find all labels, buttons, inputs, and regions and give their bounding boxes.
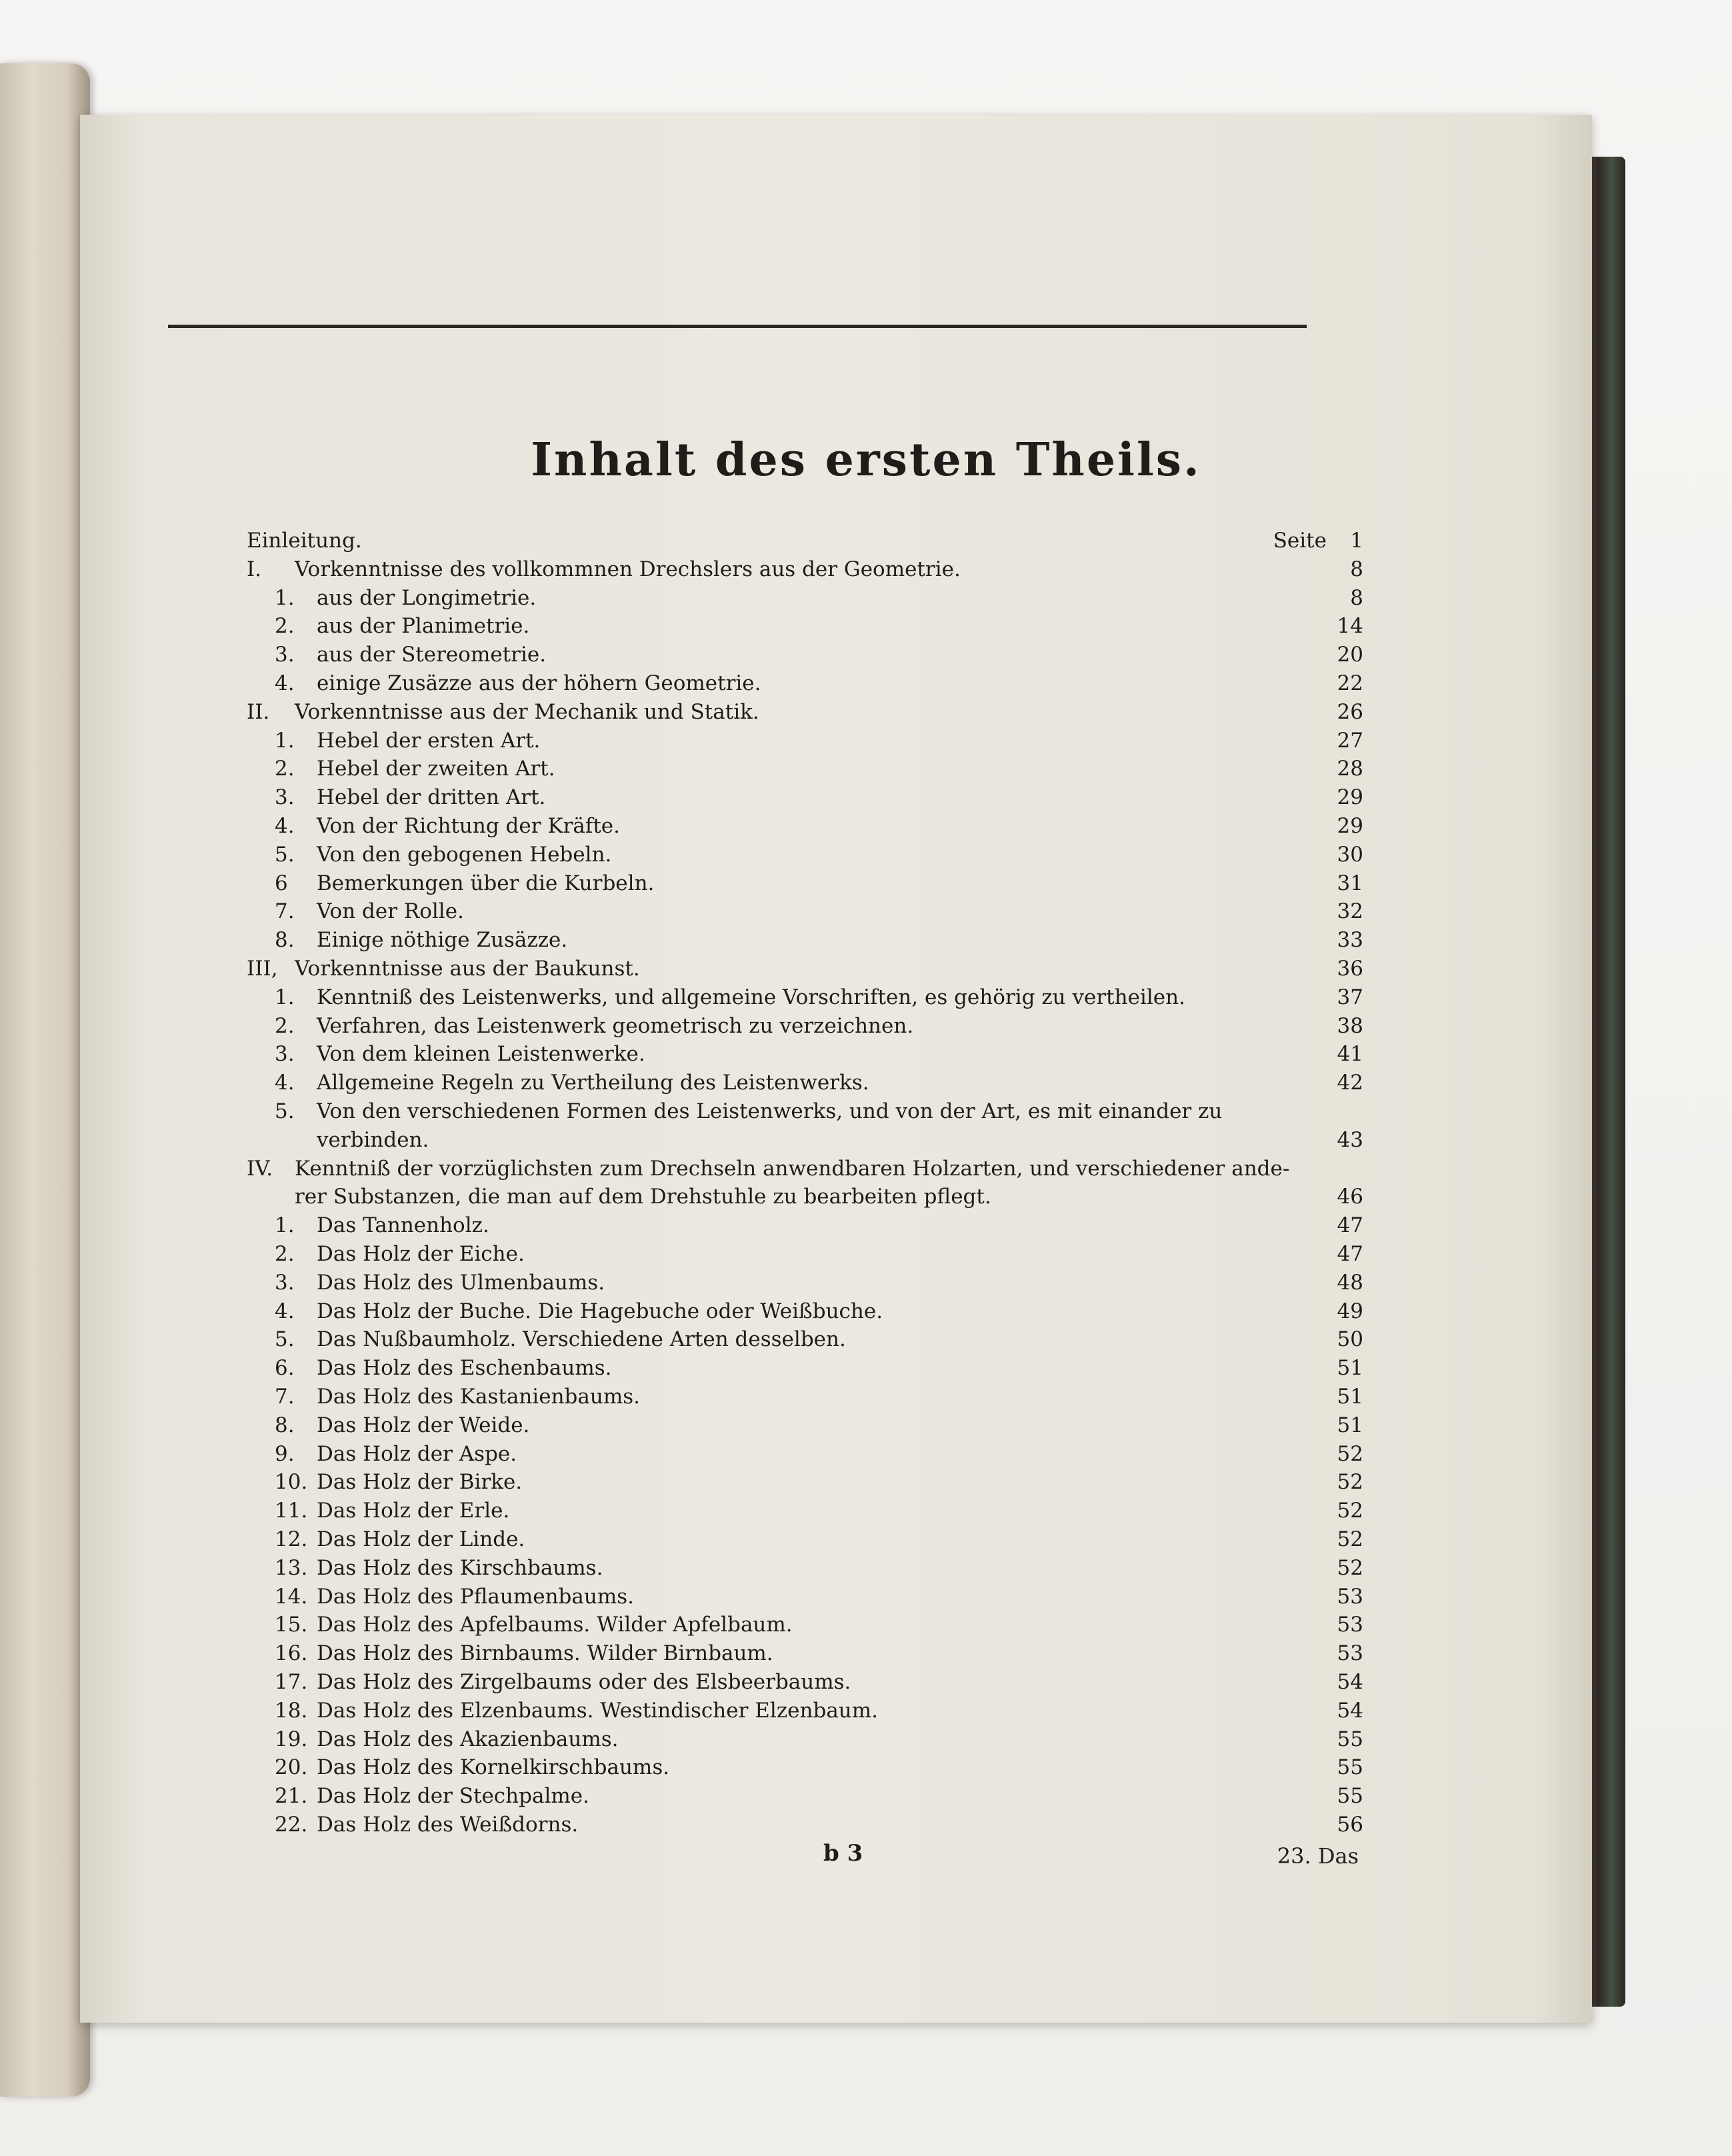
- toc-row-number: 3.: [275, 785, 295, 810]
- toc-row: [247, 897, 1363, 925]
- toc-row-text: Das Holz des Kastanienbaums.: [317, 1385, 640, 1409]
- toc-row: [247, 1440, 1363, 1468]
- toc-row-text: Das Holz der Eiche.: [317, 1242, 525, 1266]
- toc-row-number: 1.: [275, 985, 295, 1009]
- toc-row-page: 48: [1337, 1270, 1363, 1295]
- toc-row-number: 18.: [275, 1698, 308, 1723]
- toc-row-number: 5.: [275, 842, 295, 867]
- toc-row-text: Das Holz des Elzenbaums. Westindischer Elzenbaum.: [317, 1698, 879, 1723]
- toc-intro-page: 1: [1350, 529, 1363, 553]
- toc-row-number: 3.: [275, 1270, 295, 1295]
- toc-row-text: Das Holz des Kirschbaums.: [317, 1555, 603, 1580]
- toc-row-page: 33: [1337, 928, 1363, 953]
- toc-row-text: Das Holz des Birnbaums. Wilder Birnbaum.: [317, 1641, 773, 1666]
- toc-row-text: Vorkenntnisse aus der Mechanik und Statik.: [295, 699, 759, 724]
- toc-row: [247, 755, 1363, 783]
- toc-row-text: Von dem kleinen Leistenwerke.: [317, 1042, 645, 1067]
- toc-row-number: III,: [247, 957, 278, 981]
- toc-row-text: Vorkenntnisse aus der Baukunst.: [295, 957, 640, 981]
- toc-row-page: 51: [1337, 1356, 1363, 1381]
- toc-row-text: Hebel der zweiten Art.: [317, 757, 555, 781]
- toc-row: [247, 1668, 1363, 1696]
- toc-row-page: 46: [1337, 1185, 1363, 1209]
- toc-row-page: 56: [1337, 1813, 1363, 1837]
- toc-row: [247, 1354, 1363, 1382]
- toc-row-page: 42: [1337, 1071, 1363, 1095]
- toc-row-page: 36: [1337, 957, 1363, 981]
- toc-row-number: 1.: [275, 728, 295, 753]
- toc-row-text: Das Tannenholz.: [317, 1213, 489, 1238]
- toc-row-page: 49: [1337, 1299, 1363, 1323]
- toc-row-number: 8.: [275, 928, 295, 953]
- toc-row-page: 54: [1337, 1670, 1363, 1694]
- toc-row: [247, 841, 1363, 869]
- toc-row-number: 3.: [275, 643, 295, 667]
- toc-row: [247, 669, 1363, 697]
- toc-row-page: 8: [1350, 585, 1363, 610]
- toc-row-page: 55: [1337, 1755, 1363, 1780]
- toc-row-number: 5.: [275, 1099, 295, 1123]
- toc-row-number: 4.: [275, 814, 295, 838]
- toc-row: [247, 1554, 1363, 1582]
- toc-row-text: aus der Longimetrie.: [317, 585, 537, 610]
- toc-row-text: Verfahren, das Leistenwerk geometrisch zu verzeichnen.: [317, 1013, 914, 1038]
- toc-row-text: Das Holz des Apfelbaums. Wilder Apfelbaum.: [317, 1613, 793, 1637]
- toc-row-page: 53: [1337, 1641, 1363, 1666]
- toc-row-text: Kenntniß des Leistenwerks, und allgemeine Vorschriften, es gehörig zu vertheilen.: [317, 985, 1185, 1009]
- toc-row-page: 51: [1337, 1385, 1363, 1409]
- toc-row: [247, 1525, 1363, 1553]
- toc-row: [247, 1155, 1363, 1183]
- toc-row-number: 1.: [275, 1213, 295, 1238]
- toc-row-text: Das Holz des Weißdorns.: [317, 1813, 579, 1837]
- toc-row-page: 55: [1337, 1727, 1363, 1751]
- toc-row: [247, 1126, 1363, 1154]
- toc-row-page: 51: [1337, 1413, 1363, 1437]
- toc-row-number: 11.: [275, 1499, 308, 1523]
- toc-row-number: II.: [247, 699, 270, 724]
- toc-row: [247, 1697, 1363, 1725]
- toc-row-page: 52: [1337, 1470, 1363, 1495]
- toc-row-page: 41: [1337, 1042, 1363, 1067]
- toc-row-page: 20: [1337, 643, 1363, 667]
- toc-row-page: 47: [1337, 1242, 1363, 1266]
- toc-row-text: Das Holz der Buche. Die Hagebuche oder Weißbuche.: [317, 1299, 883, 1323]
- toc-row-text: Das Holz des Akazienbaums.: [317, 1727, 619, 1751]
- signature-mark: b 3: [823, 1840, 863, 1867]
- toc-row: [247, 1211, 1363, 1239]
- toc-row-number: IV.: [247, 1156, 273, 1181]
- toc-row-number: 7.: [275, 899, 295, 924]
- toc-row-page: 26: [1337, 699, 1363, 724]
- toc-row-page: 52: [1337, 1555, 1363, 1580]
- toc-row: [247, 869, 1363, 897]
- toc-row: [247, 1497, 1363, 1525]
- toc-row-page: 27: [1337, 728, 1363, 753]
- toc-row-number: 17.: [275, 1670, 308, 1694]
- toc-row: [247, 641, 1363, 669]
- toc-row-text: Das Holz der Birke.: [317, 1470, 523, 1495]
- toc-row-text: Von den verschiedenen Formen des Leistenwerks, und von der Art, es mit einander zu: [317, 1099, 1223, 1123]
- toc-row-text: aus der Planimetrie.: [317, 614, 530, 639]
- toc-row-text: Das Holz des Eschenbaums.: [317, 1356, 612, 1381]
- toc-row-text: Vorkenntnisse des vollkommnen Drechslers aus der Geometrie.: [295, 557, 961, 581]
- toc-row-page: 8: [1350, 557, 1363, 581]
- toc-row-text: Das Holz der Weide.: [317, 1413, 530, 1437]
- toc-row-number: 2.: [275, 757, 295, 781]
- toc-row: [247, 1583, 1363, 1611]
- toc-row: [247, 698, 1363, 726]
- toc-row-text: Das Holz der Erle.: [317, 1499, 510, 1523]
- toc-row-text: Kenntniß der vorzüglichsten zum Drechseln anwendbaren Holzarten, und verschiedener ande-: [295, 1156, 1290, 1181]
- toc-row-text: Allgemeine Regeln zu Vertheilung des Leistenwerks.: [317, 1071, 869, 1095]
- toc-row-number: 5.: [275, 1327, 295, 1352]
- toc-row: [247, 1725, 1363, 1753]
- toc-row-page: 30: [1337, 842, 1363, 867]
- toc-row-number: 4.: [275, 1299, 295, 1323]
- toc-row: [247, 1240, 1363, 1268]
- toc-row-number: 13.: [275, 1555, 308, 1580]
- toc-row-number: I.: [247, 557, 262, 581]
- toc-row-number: 1.: [275, 585, 295, 610]
- page-title: Inhalt des ersten Theils.: [531, 433, 1201, 487]
- toc-row-number: 15.: [275, 1613, 308, 1637]
- toc-row-page: 47: [1337, 1213, 1363, 1238]
- toc-row: [247, 1297, 1363, 1325]
- catchword: 23. Das: [1277, 1843, 1359, 1869]
- toc-row-number: 2.: [275, 1013, 295, 1038]
- toc-row: [247, 1383, 1363, 1411]
- toc-row: [247, 812, 1363, 840]
- toc-row-text: Das Holz des Pflaumenbaums.: [317, 1584, 634, 1609]
- toc-row-number: 21.: [275, 1784, 308, 1809]
- toc-row: [247, 555, 1363, 583]
- toc-row: [247, 584, 1363, 612]
- left-page-edge: [0, 63, 90, 2097]
- toc-row-text: Das Holz des Ulmenbaums.: [317, 1270, 605, 1295]
- toc-row-text: Hebel der dritten Art.: [317, 785, 546, 810]
- toc-row-text: rer Substanzen, die man auf dem Drehstuhle zu bearbeiten pflegt.: [295, 1185, 991, 1209]
- toc-row-number: 2.: [275, 614, 295, 639]
- toc-row-text: Das Holz der Stechpalme.: [317, 1784, 589, 1809]
- toc-row: [247, 955, 1363, 983]
- toc-row-page: 50: [1337, 1327, 1363, 1352]
- toc-row-page: 43: [1337, 1127, 1363, 1152]
- toc-row-number: 19.: [275, 1727, 308, 1751]
- toc-row-number: 4.: [275, 671, 295, 695]
- toc-row-number: 6.: [275, 1356, 295, 1381]
- toc-row-text: Das Holz des Zirgelbaums oder des Elsbeerbaums.: [317, 1670, 851, 1694]
- toc-row-number: 16.: [275, 1641, 308, 1666]
- toc-row: [247, 1269, 1363, 1297]
- toc-row-number: 7.: [275, 1385, 295, 1409]
- toc-row: [247, 1069, 1363, 1097]
- toc-row: [247, 1183, 1363, 1211]
- toc-row-number: 20.: [275, 1755, 308, 1780]
- toc-row-page: 28: [1337, 757, 1363, 781]
- toc-row-number: 6: [275, 871, 288, 895]
- toc-row-intro: [247, 527, 1363, 555]
- toc-row-text: Von der Richtung der Kräfte.: [317, 814, 621, 838]
- toc-row-number: 8.: [275, 1413, 295, 1437]
- toc-intro-text: Einleitung.: [247, 529, 362, 553]
- toc-row-page: 29: [1337, 785, 1363, 810]
- toc-row-number: 22.: [275, 1813, 308, 1837]
- toc-row: [247, 783, 1363, 811]
- toc-row-page: 53: [1337, 1613, 1363, 1637]
- toc-row: [247, 1753, 1363, 1781]
- toc-row-number: 12.: [275, 1527, 308, 1551]
- toc-row-number: 10.: [275, 1470, 308, 1495]
- toc-row-text: verbinden.: [317, 1127, 429, 1152]
- toc-row: [247, 1468, 1363, 1496]
- toc-row-page: 32: [1337, 899, 1363, 924]
- toc-row-text: Das Holz der Linde.: [317, 1527, 525, 1551]
- toc-row-text: aus der Stereometrie.: [317, 643, 547, 667]
- toc-row: [247, 1811, 1363, 1839]
- toc-row-page: 55: [1337, 1784, 1363, 1809]
- toc-row: [247, 1611, 1363, 1639]
- toc-row-page: 38: [1337, 1013, 1363, 1038]
- toc-row-text: Das Holz des Kornelkirschbaums.: [317, 1755, 670, 1780]
- toc-row-page: 54: [1337, 1698, 1363, 1723]
- toc-row-text: Von der Rolle.: [317, 899, 464, 924]
- toc-row-number: 3.: [275, 1042, 295, 1067]
- toc-row-page: 22: [1337, 671, 1363, 695]
- header-rule: [168, 325, 1307, 328]
- toc-row: [247, 1097, 1363, 1125]
- toc-row-page: 53: [1337, 1584, 1363, 1609]
- toc-row: [247, 926, 1363, 954]
- toc-row-text: Einige nöthige Zusäzze.: [317, 928, 568, 953]
- toc-row-text: einige Zusäzze aus der höhern Geometrie.: [317, 671, 761, 695]
- toc-row-page: 37: [1337, 985, 1363, 1009]
- toc-row-page: 52: [1337, 1441, 1363, 1466]
- toc-row: [247, 1782, 1363, 1810]
- toc-row: [247, 612, 1363, 640]
- toc-row: [247, 983, 1363, 1011]
- toc-row-page: 31: [1337, 871, 1363, 895]
- toc-row-number: 14.: [275, 1584, 308, 1609]
- toc-row-page: 14: [1337, 614, 1363, 639]
- toc-row: [247, 1012, 1363, 1040]
- toc-row-number: 9.: [275, 1441, 295, 1466]
- toc-row-text: Das Nußbaumholz. Verschiedene Arten desselben.: [317, 1327, 846, 1352]
- toc-row-page: 52: [1337, 1499, 1363, 1523]
- toc-row-number: 4.: [275, 1071, 295, 1095]
- toc-row-number: 2.: [275, 1242, 295, 1266]
- toc-row-text: Das Holz der Aspe.: [317, 1441, 517, 1466]
- toc-row-text: Hebel der ersten Art.: [317, 728, 541, 753]
- toc-row: [247, 727, 1363, 755]
- toc-row: [247, 1325, 1363, 1353]
- toc-seite-label: Seite: [1273, 529, 1327, 553]
- toc-row-page: 29: [1337, 814, 1363, 838]
- toc-row-page: 52: [1337, 1527, 1363, 1551]
- toc-row: [247, 1411, 1363, 1439]
- toc-row-text: Bemerkungen über die Kurbeln.: [317, 871, 655, 895]
- toc-row-text: Von den gebogenen Hebeln.: [317, 842, 612, 867]
- toc-row: [247, 1040, 1363, 1068]
- toc-row: [247, 1639, 1363, 1667]
